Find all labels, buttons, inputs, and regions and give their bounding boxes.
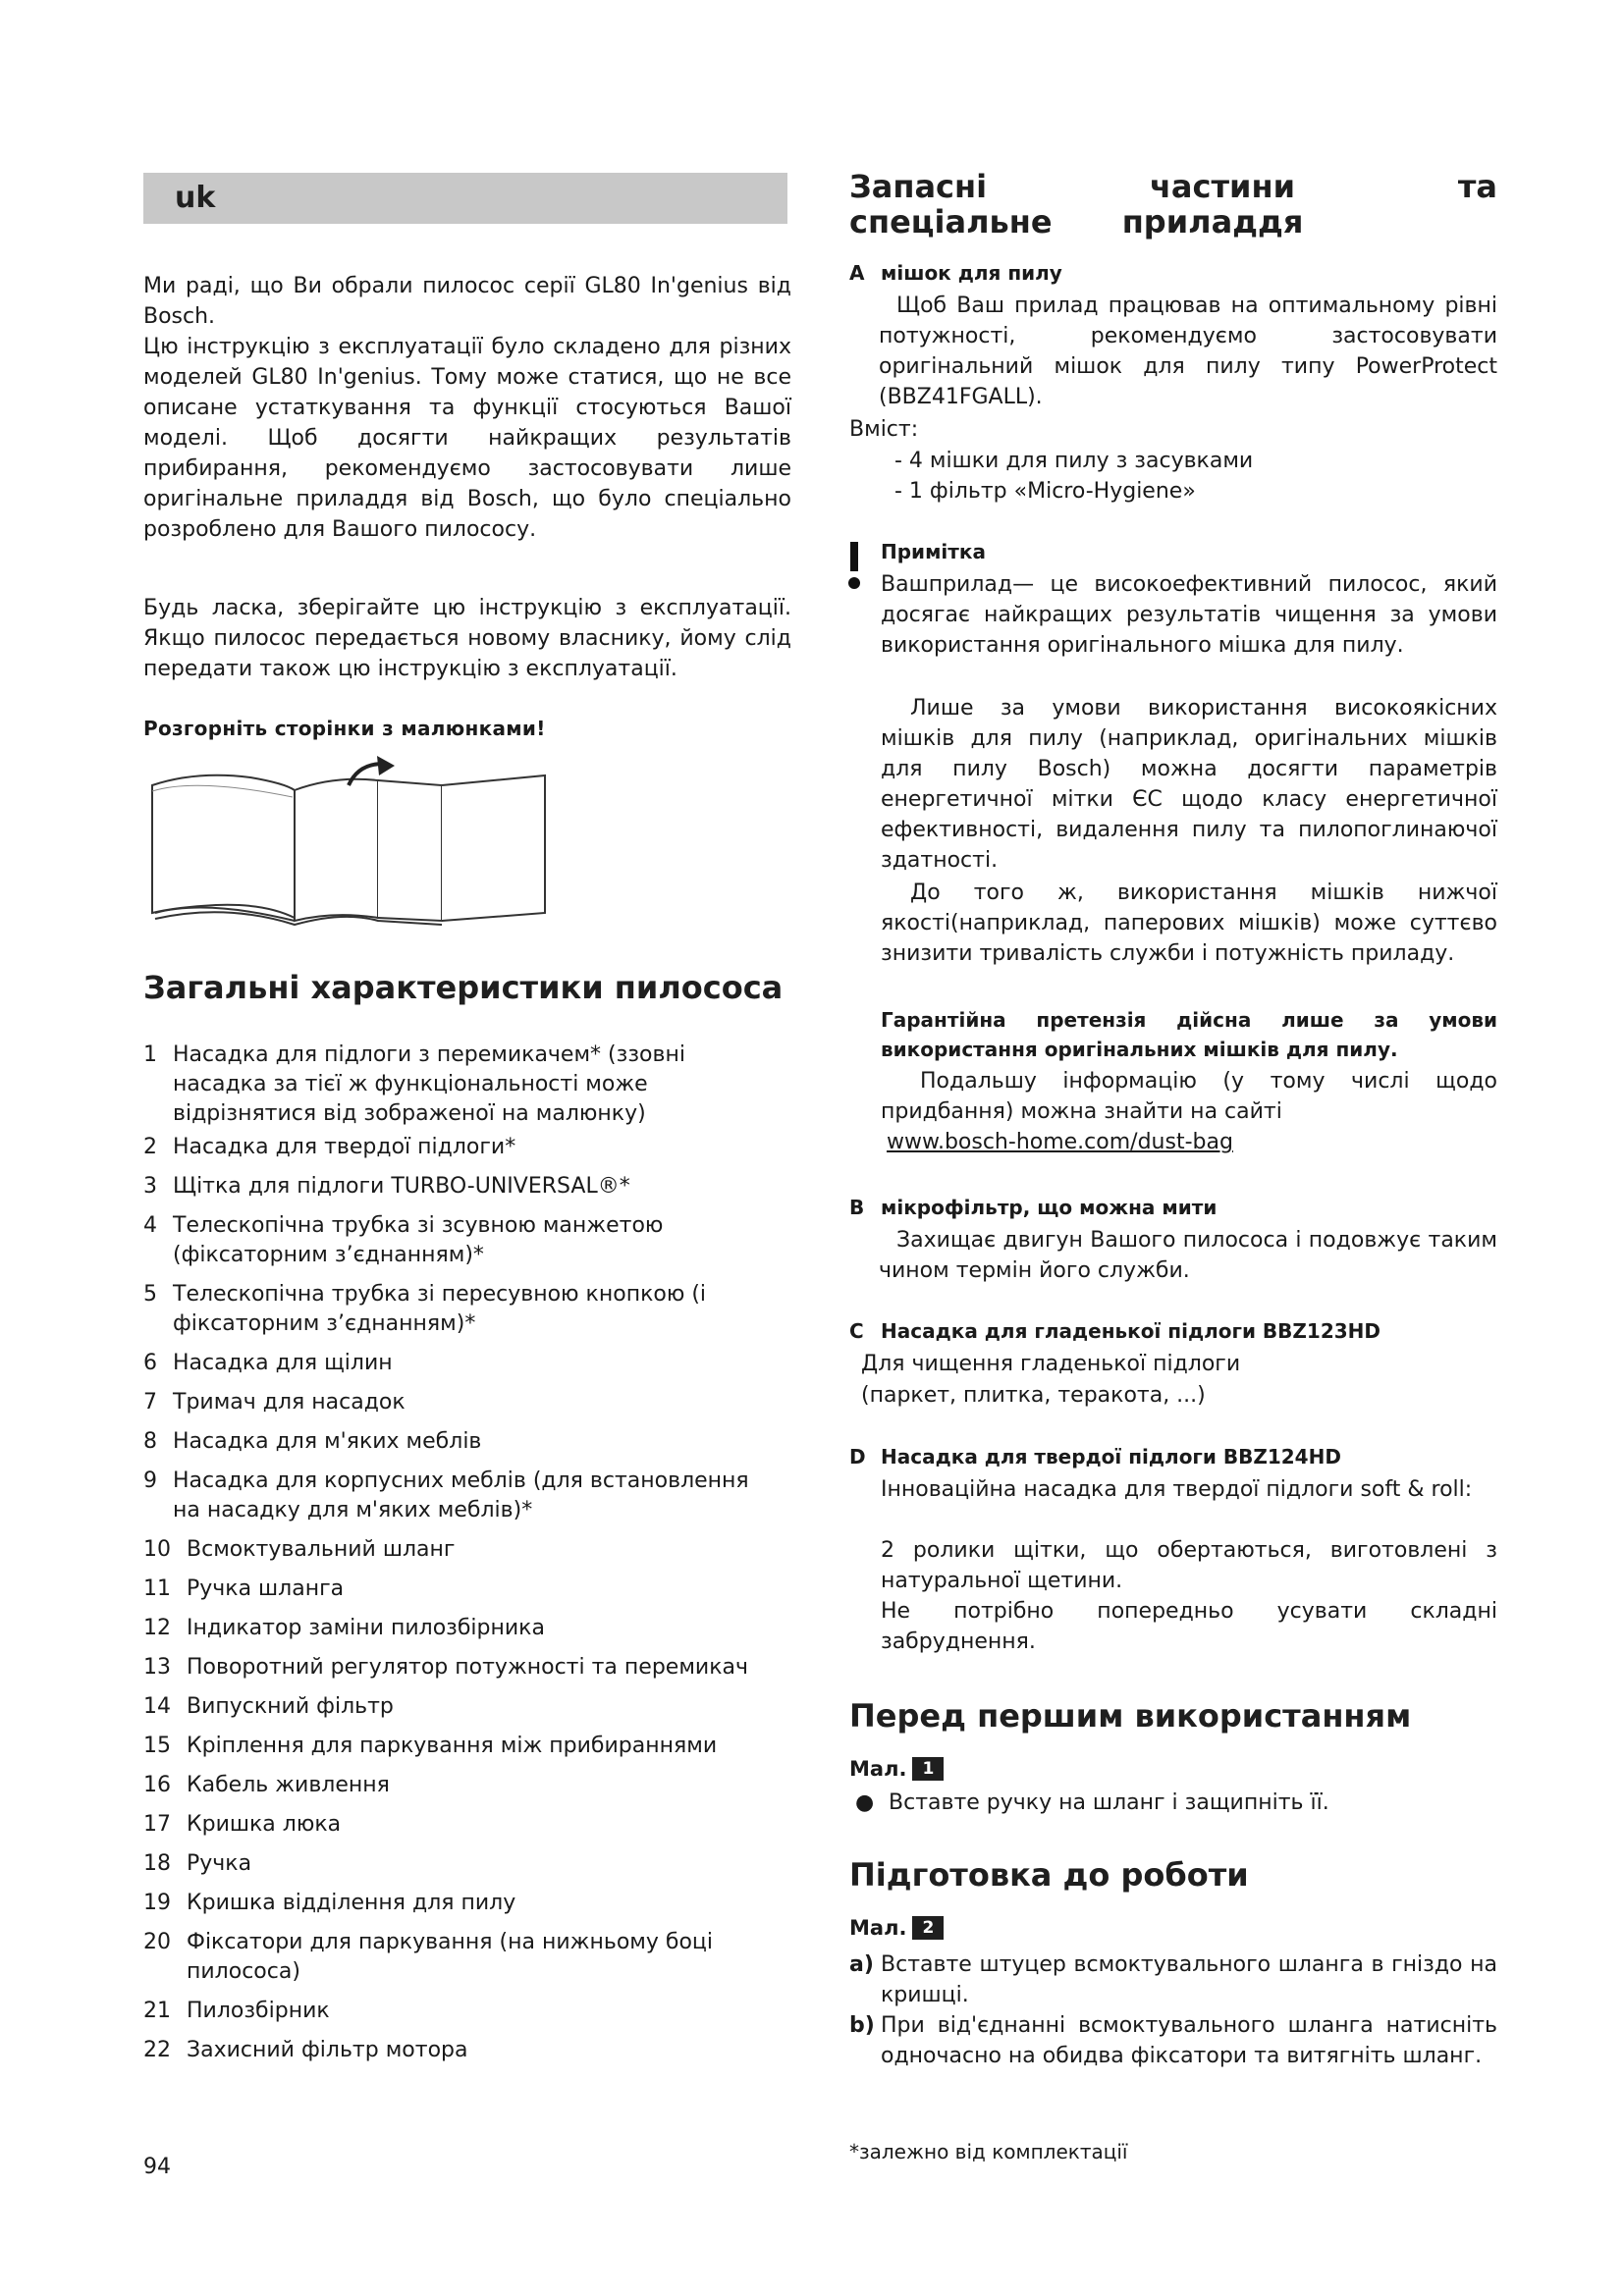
list-item: 22 Захисний фільтр мотора — [143, 2038, 468, 2062]
section-d-paragraph-3: Не потрібно попередньо усувати складні забруднення. — [881, 1599, 1497, 1654]
note-paragraph-3: До того ж, використання мішків нижчої якості(наприклад, паперових мішків) може суттєво знизити тривалість служби і потужність приладу. — [881, 881, 1497, 966]
list-item: 13 Поворотний регулятор потужності та перемикач — [143, 1655, 748, 1680]
list-item: 12 Індикатор заміни пилозбірника — [143, 1616, 545, 1640]
footnote: *залежно від комплектації — [849, 2140, 1128, 2163]
list-item: 5 Телескопічна трубка зі пересувною кнопкою (і фіксаторним з’єднанням)* — [143, 1282, 707, 1336]
list-item: 7 Тримач для насадок — [143, 1390, 406, 1415]
bullet-icon: ● — [855, 1790, 875, 1815]
section-c-line-2: (паркет, плитка, теракота, ...) — [861, 1383, 1206, 1408]
section-a-text: Щоб Ваш прилад працював на оптимальному рівні потужності, рекомендуємо застосовувати оригінальний мішок для пилу типу PowerProtect (BBZ41FGALL). — [879, 294, 1497, 409]
list-item: 1 Насадка для підлоги з перемикачем* (ззовні насадка за тієї ж функціональності може відрізнятися від зображеної на малюнку) — [143, 1042, 685, 1126]
section-a-heading: A мішок для пилу — [849, 261, 1062, 285]
list-item: 4 Телескопічна трубка зі зсувною манжетою (фіксаторним з’єднанням)* — [143, 1213, 664, 1267]
section-d-paragraph-1: Інноваційна насадка для твердої підлоги soft & roll: — [881, 1477, 1473, 1502]
note-paragraph-2: Лише за умови використання високоякісних мішків для пилу (наприклад, оригінальних мішків для пилу Bosch) можна досягти параметрів енергетичної мітки ЄС щодо класу енергетичної ефективності, видалення пилу та пилопоглинаючої здатності. — [881, 696, 1497, 873]
figure-ref-2: Мал. 2 — [849, 1916, 944, 1940]
components-title: Загальні характеристики пилососа — [143, 969, 784, 1006]
list-item: 17 Кришка люка — [143, 1812, 342, 1837]
section-b-text: Захищає двигун Вашого пилососа і подовжує таким чином термін його служби. — [879, 1228, 1497, 1283]
list-item: 11 Ручка шланга — [143, 1576, 345, 1601]
list-item: 21 Пилозбірник — [143, 1999, 330, 2023]
contents-item-2: - 1 фільтр «Micro-Hygiene» — [894, 479, 1196, 504]
list-item: 9 Насадка для корпусних меблів (для встановлення на насадку для м'яких меблів)* — [143, 1468, 749, 1522]
list-item: 15 Кріплення для паркування між прибираннями — [143, 1734, 718, 1758]
step-a: a) Вставте штуцер всмоктувального шланга в гніздо на кришці. — [849, 1952, 1497, 2007]
spare-parts-title: Запасні частини та спеціальне приладдя — [849, 168, 1497, 240]
intro-paragraph-1: Ми раді, що Ви обрали пилосос серії GL80 In'genius від Bosch. — [143, 274, 791, 329]
exclamation-icon — [847, 542, 861, 595]
unfold-note: Розгорніть сторінки з малюнками! — [143, 717, 546, 740]
figure-ref-1: Мал. 1 — [849, 1757, 944, 1781]
section-c-line-1: Для чищення гладенької підлоги — [861, 1352, 1241, 1376]
language-bar — [143, 173, 787, 224]
list-item: 14 Випускний фільтр — [143, 1694, 394, 1719]
components-list — [143, 1041, 782, 2065]
list-item: 10 Всмоктувальний шланг — [143, 1537, 456, 1562]
list-item: 8 Насадка для м'яких меблів — [143, 1429, 482, 1454]
section-d-paragraph-2: 2 ролики щітки, що обертаються, виготовлені з натуральної щетини. — [881, 1538, 1497, 1593]
dust-bag-link[interactable]: www.bosch-home.com/dust-bag — [887, 1130, 1233, 1154]
list-item: 19 Кришка відділення для пилу — [143, 1891, 516, 1915]
list-item: 2 Насадка для твердої підлоги* — [143, 1135, 516, 1159]
page-number: 94 — [143, 2155, 171, 2179]
note-paragraph-1: Вашприлад— це високоефективний пилосос, який досягає найкращих результатів чищення за умови використання оригінального мішка для пилу. — [881, 572, 1497, 658]
list-item: 18 Ручка — [143, 1851, 252, 1876]
figure-number-badge: 1 — [912, 1757, 944, 1781]
note-title: Примітка — [881, 540, 986, 563]
more-info-text: Подальшу інформацію (у тому числі щодо придбання) можна знайти на сайті — [881, 1069, 1497, 1124]
contents-item-1: - 4 мішки для пилу з засувками — [894, 449, 1254, 473]
intro-paragraph-2: Цю інструкцію з експлуатації було складено для різних моделей GL80 In'genius. Тому може статися, що не все описане устаткування та функції стосуються Вашої моделі. Щоб досягти найкращих результатів прибирання, рекомендуємо застосовувати лише оригінальне приладдя від Bosch, що було спеціально розроблено для Вашого пилососу. — [143, 335, 791, 542]
intro-paragraph-3: Будь ласка, зберігайте цю інструкцію з експлуатації. Якщо пилосос передається новому власнику, йому слід передати також цю інструкцію з експлуатації. — [143, 596, 791, 681]
figure-number-badge: 2 — [912, 1916, 944, 1940]
preparation-title: Підготовка до роботи — [849, 1856, 1249, 1894]
before-use-title: Перед першим використанням — [849, 1697, 1412, 1735]
open-book-illustration — [147, 756, 560, 933]
list-item: 3 Щітка для підлоги TURBO-UNIVERSAL®* — [143, 1174, 630, 1199]
bullet-item: ● Вставте ручку на шланг і защипніть її. — [849, 1789, 1537, 1818]
language-code: uk — [175, 181, 216, 215]
list-item: 6 Насадка для щілин — [143, 1351, 393, 1375]
list-item: 20 Фіксатори для паркування (на нижньому боці пилососа) — [143, 1930, 714, 1984]
section-d-heading: D Насадка для твердої підлоги BBZ124HD — [849, 1445, 1341, 1468]
contents-label: Вміст: — [849, 417, 919, 442]
step-b: b) При від'єднанні всмоктувального шланга натисніть одночасно на обидва фіксатори та витягніть шланг. — [849, 2013, 1497, 2068]
section-b-heading: B мікрофільтр, що можна мити — [849, 1196, 1218, 1219]
section-c-heading: C Насадка для гладенької підлоги BBZ123HD — [849, 1319, 1381, 1343]
list-item: 16 Кабель живлення — [143, 1773, 390, 1797]
warranty-note: Гарантійна претензія дійсна лише за умови використання оригінальних мішків для пилу. — [881, 1008, 1497, 1061]
